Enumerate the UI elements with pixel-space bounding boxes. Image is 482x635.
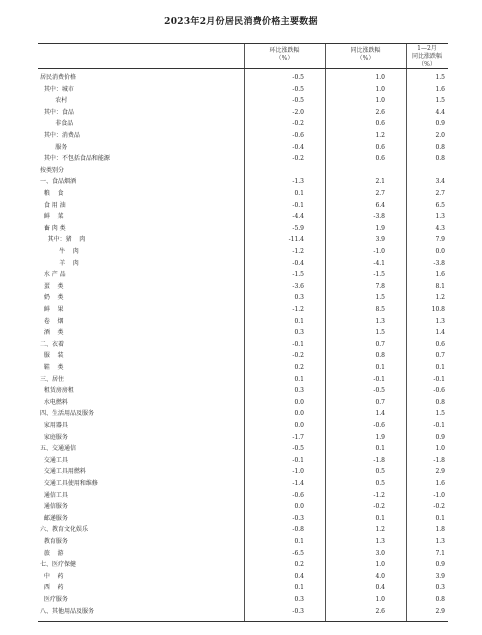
- mom-value: -1.7: [292, 433, 304, 441]
- ytd-value: 1.6: [435, 480, 445, 487]
- mom-value: 0.0: [294, 398, 304, 406]
- page-title: 2023年2月份居民消费价格主要数据: [164, 17, 318, 27]
- table-row: [38, 339, 448, 351]
- yoy-value: 6.4: [375, 201, 385, 209]
- table-row: [38, 107, 448, 119]
- row-label: 畜 肉 类: [40, 224, 66, 232]
- row-label: 家庭服务: [40, 433, 68, 441]
- mom-value: 0.0: [294, 422, 304, 429]
- row-label: 按类别分: [40, 166, 65, 174]
- row-label: 五、交通通信: [40, 445, 77, 453]
- mom-value: -1.5: [292, 271, 304, 279]
- yoy-value: 0.5: [375, 468, 385, 476]
- row-label: 西 药: [40, 584, 64, 592]
- ytd-value: 1.3: [435, 538, 445, 545]
- mom-value: 0.1: [294, 584, 304, 592]
- table-header: [38, 44, 448, 69]
- yoy-value: 0.8: [375, 352, 385, 360]
- mom-value: 0.0: [294, 410, 304, 418]
- row-label: 交通工具使用和维修: [40, 480, 98, 487]
- row-label: 通信工具: [40, 491, 68, 499]
- row-label: 水 产 品: [40, 271, 66, 279]
- row-label: 医疗服务: [40, 596, 68, 603]
- table-row: [38, 304, 448, 316]
- table-row: [38, 153, 448, 165]
- table-row: [38, 350, 448, 362]
- table-row: [38, 176, 448, 188]
- yoy-value: 1.3: [375, 317, 385, 325]
- ytd-value: 1.5: [435, 410, 445, 418]
- table-row: [38, 455, 448, 467]
- mom-value: 0.0: [294, 503, 304, 511]
- row-label: 其中：城市: [40, 85, 74, 93]
- table-row: [38, 490, 448, 502]
- row-label: 中 药: [40, 572, 64, 580]
- ytd-value: 0.6: [435, 340, 445, 348]
- mom-value: -0.1: [292, 201, 304, 209]
- table-row: [38, 501, 448, 513]
- yoy-value: -1.2: [373, 491, 385, 499]
- ytd-value: -0.1: [433, 375, 445, 383]
- ytd-value: 2.9: [435, 607, 445, 615]
- ytd-value: 0.3: [435, 584, 445, 592]
- table-row: [38, 269, 448, 281]
- row-label: 奶 类: [40, 294, 64, 302]
- row-label: 教育服务: [40, 538, 68, 545]
- mom-value: -0.5: [292, 85, 304, 93]
- mom-value: 0.2: [294, 561, 304, 569]
- ytd-value: 0.1: [435, 514, 445, 522]
- yoy-value: 1.0: [375, 74, 385, 81]
- mom-value: 0.3: [294, 294, 304, 302]
- row-label: 交通工具用燃料: [40, 468, 86, 476]
- ytd-value: 1.5: [435, 97, 445, 105]
- mom-value: -0.2: [292, 155, 304, 163]
- row-label: 鞋 类: [40, 364, 64, 371]
- ytd-value: 7.9: [435, 236, 445, 244]
- ytd-value: -0.1: [433, 422, 445, 429]
- table-row: [38, 281, 448, 293]
- row-label: 羊 肉: [40, 259, 79, 267]
- row-label: 农村: [40, 97, 68, 105]
- table-row: [38, 594, 448, 606]
- yoy-value: 2.6: [375, 607, 385, 615]
- table-row: [38, 582, 448, 594]
- yoy-value: 7.8: [375, 282, 385, 290]
- yoy-value: 1.9: [375, 433, 385, 441]
- mom-value: -0.5: [292, 445, 304, 453]
- yoy-value: 1.5: [375, 294, 385, 302]
- ytd-value: 0.1: [435, 364, 445, 371]
- mom-value: 0.1: [294, 375, 304, 383]
- ytd-value: -1.8: [433, 456, 445, 464]
- ytd-value: 6.5: [435, 201, 445, 209]
- yoy-value: 3.9: [375, 236, 385, 244]
- row-label: 家用器具: [40, 422, 68, 429]
- yoy-value: 2.1: [375, 178, 385, 186]
- ytd-value: 2.7: [435, 190, 445, 197]
- ytd-value: 3.4: [435, 178, 445, 186]
- mom-value: -0.6: [292, 491, 304, 499]
- ytd-value: 7.1: [435, 549, 445, 557]
- table-row: [38, 606, 448, 618]
- mom-value: -0.2: [292, 352, 304, 360]
- ytd-value: 0.9: [435, 433, 445, 441]
- ytd-value: 0.8: [435, 143, 445, 151]
- mom-value: -0.5: [292, 97, 304, 105]
- table-row: [38, 72, 448, 84]
- ytd-value: 8.1: [435, 282, 445, 290]
- ytd-value: 4.4: [435, 108, 445, 116]
- ytd-value: 10.8: [431, 306, 445, 313]
- yoy-value: 1.9: [375, 224, 385, 232]
- row-label: 邮递服务: [40, 514, 68, 522]
- mom-value: 0.3: [294, 329, 304, 337]
- row-label: 通信服务: [40, 503, 68, 511]
- table-row: [38, 397, 448, 409]
- yoy-value: 1.2: [375, 526, 385, 534]
- row-label: 蛋 类: [40, 282, 64, 290]
- mom-value: -0.4: [292, 143, 304, 151]
- table-row: [38, 292, 448, 304]
- row-label: 卷 烟: [40, 317, 64, 325]
- yoy-value: 0.7: [375, 398, 385, 406]
- ytd-value: 0.8: [435, 398, 445, 406]
- table-row: [38, 84, 448, 96]
- ytd-value: 1.4: [435, 329, 445, 337]
- row-label: 牛 肉: [40, 248, 79, 255]
- row-label: 其中：猪 肉: [40, 236, 86, 244]
- row-label: 二、衣着: [40, 340, 65, 348]
- yoy-value: 0.1: [375, 514, 385, 522]
- table-row: [38, 327, 448, 339]
- row-label: 食 用 油: [40, 201, 66, 209]
- mom-value: -6.5: [292, 549, 304, 557]
- ytd-value: 1.6: [435, 271, 445, 279]
- mom-value: -0.1: [292, 340, 304, 348]
- mom-value: -0.3: [292, 607, 304, 615]
- ytd-value: 0.7: [435, 352, 445, 360]
- yoy-value: 2.6: [375, 108, 385, 116]
- mom-value: -11.4: [288, 236, 304, 244]
- header-ytd: 1—2月 同比涨跌幅 （%）: [411, 45, 442, 68]
- mom-value: -0.8: [292, 526, 304, 534]
- table-row: [38, 188, 448, 200]
- ytd-value: -0.2: [433, 503, 445, 511]
- ytd-value: 1.2: [435, 294, 445, 302]
- yoy-value: 4.0: [375, 572, 385, 580]
- yoy-value: 0.7: [375, 340, 385, 348]
- row-label: 非食品: [40, 120, 74, 128]
- table-row: [38, 524, 448, 536]
- table-row: [38, 316, 448, 328]
- ytd-value: -0.6: [433, 387, 445, 395]
- table-row: [38, 258, 448, 270]
- yoy-value: 1.2: [375, 132, 385, 139]
- ytd-value: -1.0: [433, 491, 445, 499]
- mom-value: 0.2: [294, 364, 304, 371]
- table-row: [38, 165, 448, 177]
- ytd-value: 0.9: [435, 120, 445, 128]
- ytd-value: -3.8: [433, 259, 445, 267]
- row-label: 鲜 果: [40, 306, 64, 313]
- table-row: [38, 246, 448, 258]
- table-row: [38, 432, 448, 444]
- row-label: 服务: [40, 143, 68, 151]
- table-row: [38, 559, 448, 571]
- mom-value: 0.4: [294, 572, 304, 580]
- yoy-value: 2.7: [375, 190, 385, 197]
- mom-value: 0.1: [294, 538, 304, 545]
- mom-value: -0.4: [292, 259, 304, 267]
- cpi-table: [38, 43, 448, 622]
- ytd-value: 3.9: [435, 572, 445, 580]
- mom-value: -0.6: [292, 132, 304, 139]
- row-label: 鲜 菜: [40, 213, 64, 221]
- row-label: 四、生活用品及服务: [40, 410, 95, 418]
- row-label: 其中：食品: [40, 108, 74, 116]
- ytd-value: 1.8: [435, 526, 445, 534]
- yoy-value: -1.8: [373, 456, 385, 464]
- row-label: 酒 类: [40, 329, 64, 337]
- table-row: [38, 408, 448, 420]
- header-mom: 环比涨跌幅 （%）: [269, 47, 300, 62]
- table-row: [38, 466, 448, 478]
- ytd-value: 1.3: [435, 213, 445, 221]
- mom-value: -0.1: [292, 456, 304, 464]
- ytd-value: 1.5: [435, 74, 445, 81]
- yoy-value: 1.4: [375, 410, 385, 418]
- yoy-value: 0.5: [375, 480, 385, 487]
- ytd-value: 0.8: [435, 596, 445, 603]
- table-row: [38, 536, 448, 548]
- mom-value: 0.3: [294, 387, 304, 395]
- table-row: [38, 200, 448, 212]
- row-label: 旅 游: [40, 549, 64, 557]
- row-label: 租赁房房租: [40, 387, 74, 395]
- table-row: [38, 513, 448, 525]
- row-label: 服 装: [40, 352, 64, 360]
- row-label: 其中：消费品: [40, 132, 80, 139]
- mom-value: -0.3: [292, 514, 304, 522]
- yoy-value: 1.0: [375, 561, 385, 569]
- yoy-value: -0.5: [373, 387, 385, 395]
- mom-value: -5.9: [292, 224, 304, 232]
- yoy-value: -0.6: [373, 422, 385, 429]
- row-label: 一、食品烟酒: [40, 178, 77, 186]
- table-row: [38, 211, 448, 223]
- yoy-value: 0.6: [375, 143, 385, 151]
- yoy-value: -4.1: [373, 259, 385, 267]
- mom-value: -1.0: [292, 468, 304, 476]
- table-row: [38, 374, 448, 386]
- ytd-value: 1.3: [435, 317, 445, 325]
- table-row: [38, 234, 448, 246]
- mom-value: -1.3: [292, 178, 304, 186]
- mom-value: 0.1: [294, 190, 304, 197]
- mom-value: -4.4: [292, 213, 304, 221]
- row-label: 交通工具: [40, 456, 68, 464]
- yoy-value: -0.1: [373, 375, 385, 383]
- row-label: 其中：不包括食品和能源: [40, 155, 110, 163]
- mom-value: -3.6: [292, 282, 304, 290]
- mom-value: 0.3: [294, 596, 304, 603]
- row-label: 六、教育文化娱乐: [40, 526, 89, 534]
- yoy-value: 0.6: [375, 155, 385, 163]
- table-row: [38, 571, 448, 583]
- row-label: 居民消费价格: [40, 74, 77, 81]
- table-row: [38, 548, 448, 560]
- mom-value: -1.2: [292, 248, 304, 255]
- ytd-value: 1.6: [435, 85, 445, 93]
- mom-value: -1.4: [292, 480, 304, 487]
- table-row: [38, 362, 448, 374]
- ytd-value: 2.0: [435, 132, 445, 139]
- yoy-value: 0.1: [375, 364, 385, 371]
- yoy-value: 1.0: [375, 97, 385, 105]
- mom-value: -1.2: [292, 306, 304, 313]
- row-label: 三、居住: [40, 375, 65, 383]
- yoy-value: 0.4: [375, 584, 385, 592]
- row-label: 粮 食: [40, 190, 64, 197]
- yoy-value: 3.0: [375, 549, 385, 557]
- header-yoy: 同比涨跌幅 （%）: [350, 47, 381, 62]
- table-row: [38, 118, 448, 130]
- table-row: [38, 420, 448, 432]
- table-row: [38, 130, 448, 142]
- table-row: [38, 142, 448, 154]
- row-label: 八、其他用品及服务: [40, 607, 95, 615]
- yoy-value: -1.5: [373, 271, 385, 279]
- yoy-value: -1.0: [373, 248, 385, 255]
- mom-value: -0.2: [292, 120, 304, 128]
- ytd-value: 2.9: [435, 468, 445, 476]
- yoy-value: -0.2: [373, 503, 385, 511]
- ytd-value: 0.8: [435, 155, 445, 163]
- mom-value: 0.1: [294, 317, 304, 325]
- yoy-value: 1.3: [375, 538, 385, 545]
- table-row: [38, 223, 448, 235]
- ytd-value: 4.3: [435, 224, 445, 232]
- mom-value: -0.5: [292, 74, 304, 81]
- yoy-value: 0.6: [375, 120, 385, 128]
- yoy-value: 1.5: [375, 329, 385, 337]
- yoy-value: 1.0: [375, 596, 385, 603]
- row-label: 七、医疗保健: [40, 561, 77, 569]
- ytd-value: 1.0: [435, 445, 445, 453]
- ytd-value: 0.9: [435, 561, 445, 569]
- table-row: [38, 385, 448, 397]
- yoy-value: -3.8: [373, 213, 385, 221]
- mom-value: -2.0: [292, 108, 304, 116]
- yoy-value: 1.0: [375, 85, 385, 93]
- table-row: [38, 95, 448, 107]
- table-row: [38, 443, 448, 455]
- ytd-value: 0.0: [435, 248, 445, 255]
- yoy-value: 0.1: [375, 445, 385, 453]
- row-label: 水电燃料: [40, 398, 68, 406]
- table-row: [38, 478, 448, 490]
- yoy-value: 8.5: [375, 306, 385, 313]
